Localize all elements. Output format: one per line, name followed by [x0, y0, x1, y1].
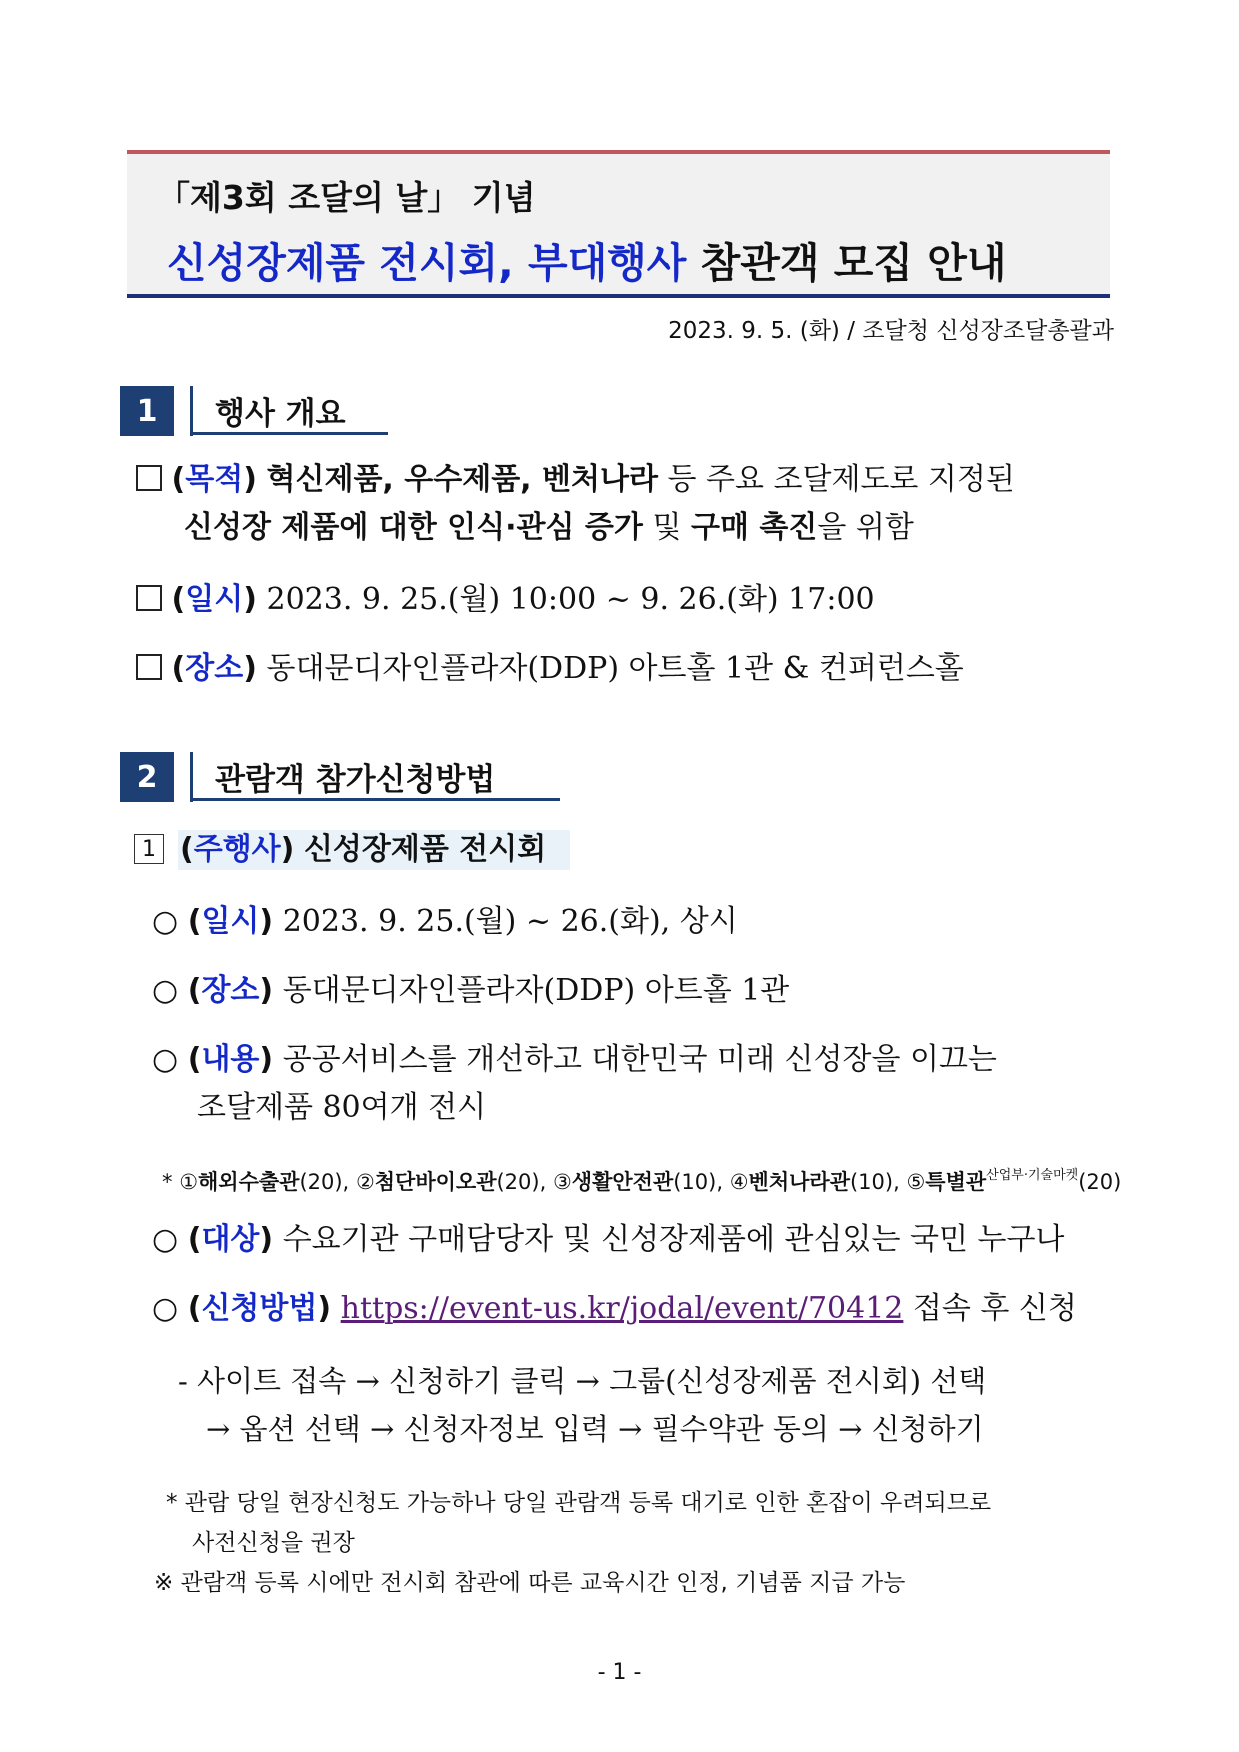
title-line2: [167, 230, 1006, 289]
purpose-line2: 신성장 제품에 대한 인식·관심 증가 및 구매 촉진을 위함: [184, 510, 914, 545]
checkbox-square-icon: [136, 585, 162, 611]
section1-separator: [190, 386, 193, 436]
date-department-line: 2023. 9. 5. (화) / 조달청 신성장조달총괄과: [668, 318, 1114, 344]
page-number: - 1 -: [597, 1660, 642, 1685]
circle-bullet-icon: ○: [152, 1042, 179, 1077]
note1-line2: 사전신청을 권장: [192, 1530, 355, 1556]
section1-schedule: (일시) 2023. 9. 25.(월) 10:00 ~ 9. 26.(화) 17:00: [136, 582, 875, 618]
halls-note: * ①해외수출관(20), ②첨단바이오관(20), ③생활안전관(10), ④벤처나라관(10), ⑤특별관$^{산업부\cdot 기술마켓}$(20): [162, 1168, 1122, 1194]
item-target: ○ (대상) 수요기관 구매담당자 및 신성장제품에 관심있는 국민 누구나: [152, 1222, 1065, 1257]
section1-number: 1: [120, 386, 174, 436]
subheading-number-box: 1: [134, 834, 164, 864]
item-apply: ○ (신청방법) https://event-us.kr/jodal/event/70412 접속 후 신청: [152, 1291, 1077, 1326]
note1-line1: * 관람 당일 현장신청도 가능하나 당일 관람객 등록 대기로 인한 혼잡이 우려되므로: [166, 1490, 992, 1516]
item-content-line2: 조달제품 80여개 전시: [197, 1090, 487, 1125]
item-place: ○ (장소) 동대문디자인플라자(DDP) 아트홀 1관: [152, 973, 790, 1008]
section2-title: 관람객 참가신청방법: [215, 762, 496, 798]
title-rest: 참관객 모집 안내: [686, 239, 1007, 287]
section2-number: 2: [120, 752, 174, 802]
steps-line2: → 옵션 선택 → 신청자정보 입력 → 필수약관 동의 → 신청하기: [206, 1412, 984, 1446]
section1-place: (장소) 동대문디자인플라자(DDP) 아트홀 1관 & 컨퍼런스홀: [136, 651, 964, 687]
title-line1: 「제3회 조달의 날」 기념: [157, 178, 536, 217]
apply-url-link[interactable]: https://event-us.kr/jodal/event/70412: [340, 1291, 904, 1326]
circle-bullet-icon: ○: [152, 973, 179, 1008]
item-content-line1: ○ (내용) 공공서비스를 개선하고 대한민국 미래 신성장을 이끄는: [152, 1042, 997, 1077]
steps-line1: - 사이트 접속 → 신청하기 클릭 → 그룹(신성장제품 전시회) 선택: [178, 1364, 987, 1398]
circle-bullet-icon: ○: [152, 1222, 179, 1257]
purpose-line1: (목적) 혁신제품, 우수제품, 벤처나라 등 주요 조달제도로 지정된: [136, 462, 1015, 498]
title-highlight: 신성장제품 전시회, 부대행사: [167, 239, 687, 287]
section2-separator: [190, 752, 193, 802]
title-bottom-rule: [127, 294, 1110, 298]
checkbox-square-icon: [136, 654, 162, 680]
section1-underline: [190, 432, 388, 435]
item-schedule: ○ (일시) 2023. 9. 25.(월) ~ 26.(화), 상시: [152, 904, 738, 939]
subheading-main-event: (주행사) 신성장제품 전시회: [180, 832, 547, 867]
title-top-rule: [127, 150, 1110, 154]
circle-bullet-icon: ○: [152, 1291, 179, 1326]
checkbox-square-icon: [136, 465, 162, 491]
circle-bullet-icon: ○: [152, 904, 179, 939]
note2: ※ 관람객 등록 시에만 전시회 참관에 따른 교육시간 인정, 기념품 지급 가능: [154, 1570, 906, 1596]
section1-title: 행사 개요: [215, 396, 346, 432]
section2-underline: [190, 798, 560, 801]
